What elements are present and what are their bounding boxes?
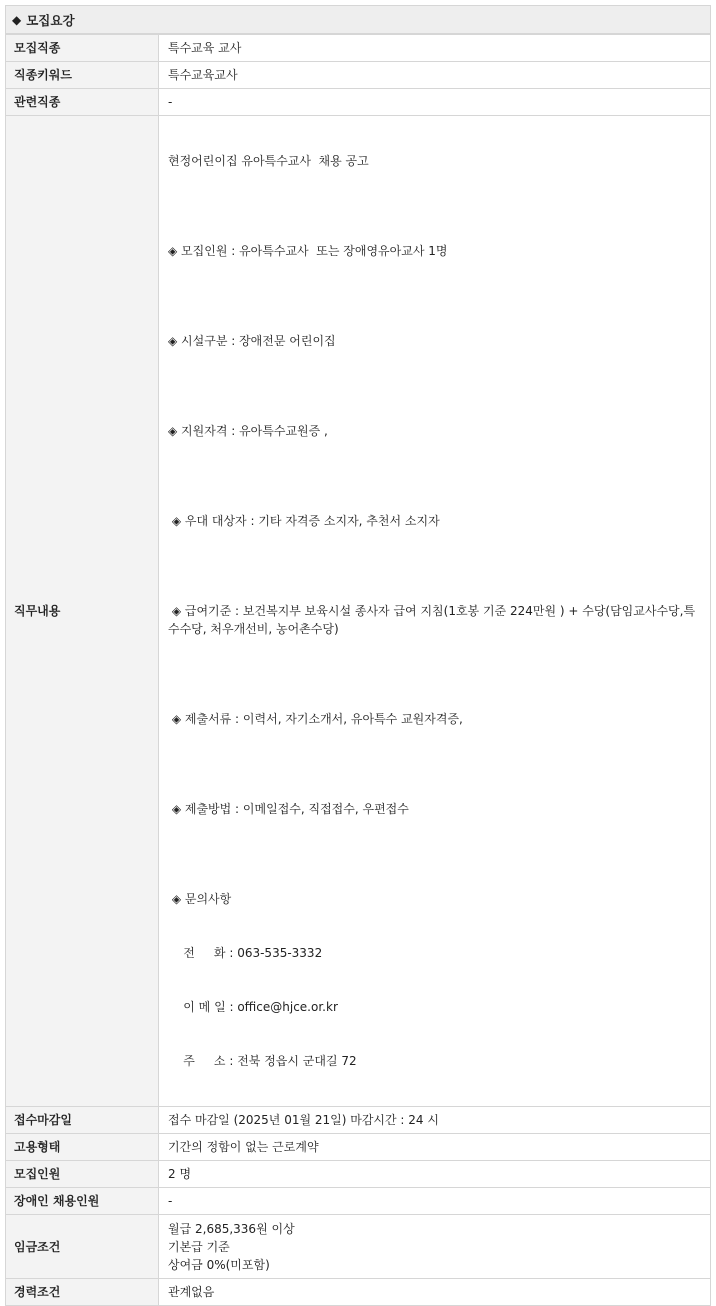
duty-line: 주 소 : 전북 정읍시 군대길 72 xyxy=(168,1054,357,1068)
related-value: - xyxy=(159,89,711,116)
row-job-type xyxy=(6,35,711,62)
keyword-label: 직종키워드 xyxy=(6,62,159,89)
deadline-value: 접수 마감일 (2025년 01월 21일) 마감시간 : 24 시 xyxy=(159,1107,711,1134)
diamond-icon: ◆ xyxy=(12,12,22,27)
headcount-value: 2 명 xyxy=(159,1161,711,1188)
row-headcount xyxy=(6,1161,711,1188)
duty-content xyxy=(159,116,711,1107)
duty-line: ◈ 우대 대상자 : 기타 자격증 소지자, 추천서 소지자 xyxy=(168,514,440,528)
recruitment-summary xyxy=(5,5,711,1306)
recruitment-table xyxy=(5,34,711,1306)
row-deadline xyxy=(6,1107,711,1134)
row-keyword xyxy=(6,62,711,89)
career-label: 경력조건 xyxy=(6,1279,159,1306)
row-related xyxy=(6,89,711,116)
keyword-value: 특수교육교사 xyxy=(159,62,711,89)
duty-line: ◈ 제출서류 : 이력서, 자기소개서, 유아특수 교원자격증, xyxy=(168,712,463,726)
disabled-value: - xyxy=(159,1188,711,1215)
deadline-label: 접수마감일 xyxy=(6,1107,159,1134)
duty-line: 현정어린이집 유아특수교사 채용 공고 xyxy=(168,154,369,168)
row-duty xyxy=(6,116,711,1107)
row-disabled xyxy=(6,1188,711,1215)
row-employment xyxy=(6,1134,711,1161)
section-header xyxy=(5,5,711,34)
headcount-label: 모집인원 xyxy=(6,1161,159,1188)
duty-line: ◈ 지원자격 : 유아특수교원증 , xyxy=(168,424,328,438)
wage-label: 임금조건 xyxy=(6,1215,159,1279)
duty-line: 전 화 : 063-535-3332 xyxy=(168,946,323,960)
duty-line: ◈ 문의사항 xyxy=(168,892,232,906)
section-title: 모집요강 xyxy=(26,12,75,28)
duty-line: ◈ 급여기준 : 보건복지부 보육시설 종사자 급여 지침(1호봉 기준 224만원 ) + 수당(담임교사수당,특수수당, 처우개선비, 농어촌수당) xyxy=(168,604,696,636)
duty-line: ◈ 제출방법 : 이메일접수, 직접접수, 우편접수 xyxy=(168,802,409,816)
row-wage xyxy=(6,1215,711,1279)
employment-value: 기간의 정함이 없는 근로계약 xyxy=(159,1134,711,1161)
job-type-label: 모집직종 xyxy=(6,35,159,62)
duty-line: 이 메 일 : office@hjce.or.kr xyxy=(168,1000,338,1014)
duty-label: 직무내용 xyxy=(6,116,159,1107)
duty-line: ◈ 시설구분 : 장애전문 어린이집 xyxy=(168,334,336,348)
career-value: 관계없음 xyxy=(159,1279,711,1306)
related-label: 관련직종 xyxy=(6,89,159,116)
duty-line: ◈ 모집인원 : 유아특수교사 또는 장애영유아교사 1명 xyxy=(168,244,448,258)
wage-value: 월급 2,685,336원 이상 기본급 기준 상여금 0%(미포함) xyxy=(159,1215,711,1279)
job-type-value: 특수교육 교사 xyxy=(159,35,711,62)
employment-label: 고용형태 xyxy=(6,1134,159,1161)
row-career xyxy=(6,1279,711,1306)
disabled-label: 장애인 채용인원 xyxy=(6,1188,159,1215)
